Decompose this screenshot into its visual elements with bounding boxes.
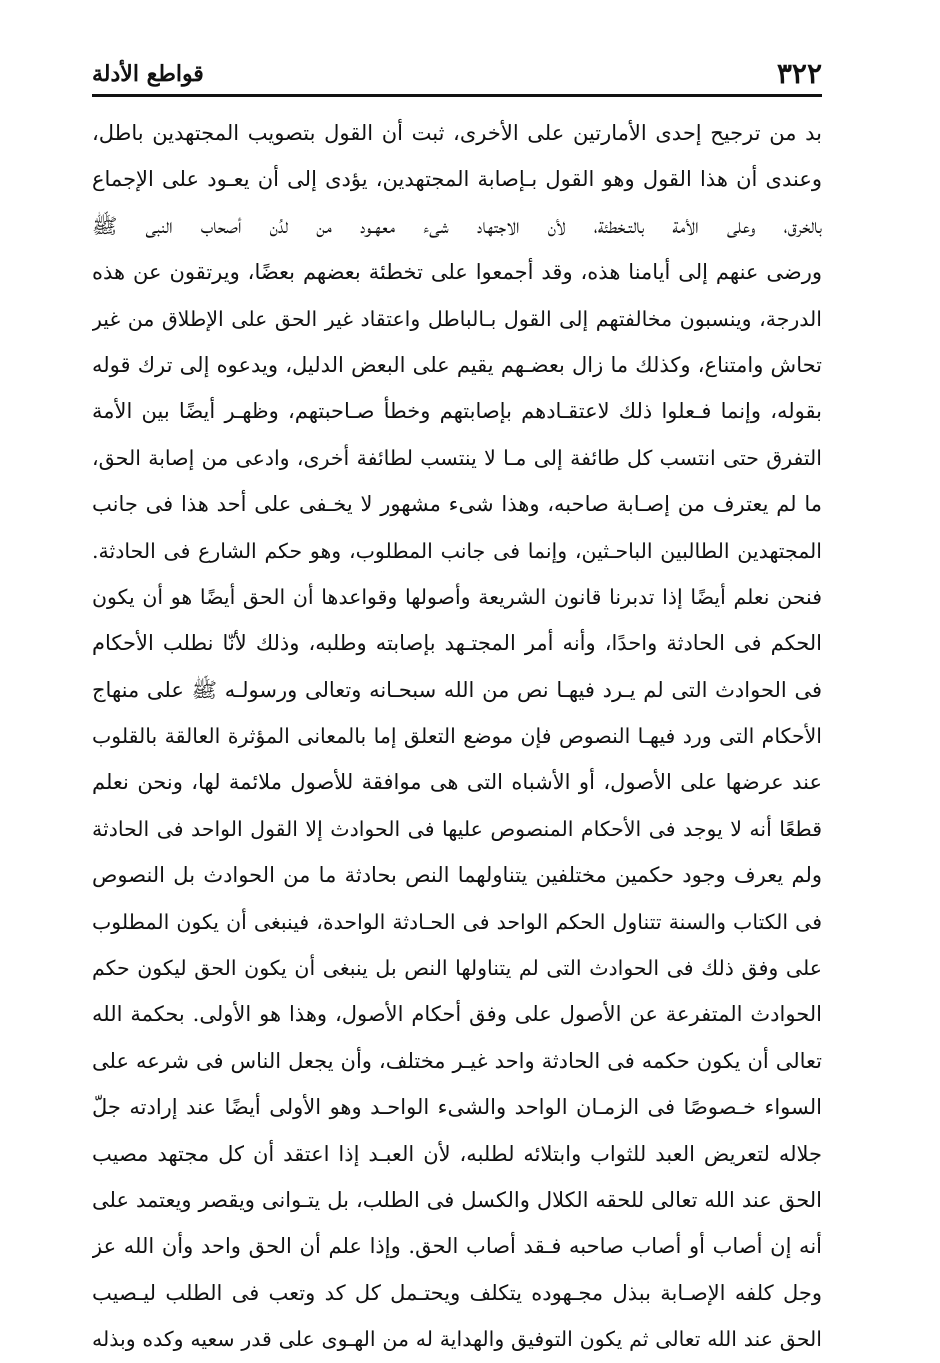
text-line: فى الحوادث التى لم يـرد فيهـا نص من الله سبحـانه وتعالى ورسولـه ﷺ على منهاج [92, 677, 822, 702]
text-line: الدرجة، وينسبون مخالفتهم إلى القول بـالباطل واعتقاد غير الحق على الإطلاق من غير [92, 306, 822, 331]
text-line: الحكم فى الحادثة واحدًا، وأنه أمر المجتـهد بإصابته وطلبه، وذلك لأنّا نطلب الأحكام [92, 631, 822, 656]
text-line: تعالى أن يكون حكمه فى الحادثة واحد غيـر مختلف، وأن يجعل الناس فى شرعه على [92, 1048, 822, 1073]
text-line: التفرق حتى انتسب كل طائفة إلى مـا لا ينتسب لطائفة أخرى، وادعى من إصابة الحق، [92, 445, 822, 470]
text-line: الأحكام التى ورد فيهـا النصوص فإن موضع التعلق إما بالمعانى المؤثرة العالقة بالقلوب [92, 724, 822, 749]
text-line: على وفق ذلك فى الحوادث التى لم يتناولها النص بل ينبغى أن يكون الحق ليكون حكم [92, 956, 822, 981]
running-title: قواطع الأدلة [92, 61, 204, 87]
text-line: السواء خـصوصًا فى الزمـان الواحد والشىء الواحـد وهو الأولى أيضًا عند إرادته جلّ [92, 1095, 822, 1120]
page-number: ٣٢٢ [776, 57, 822, 90]
text-line: المجتهدين الطالبين الباحـثين، وإنما فى جانب المطلوب، وهو حكم الشارع فى الحادثة. [92, 538, 822, 563]
text-line: ولم يعرف وجود حكمين مختلفين يتناولهما النص بحادثة ما من الحوادث بل النصوص [92, 863, 822, 888]
text-line: عند عرضها على الأصول، أو الأشباه التى هى موافقة للأصول ملائمة لها، ونحن نعلم [92, 770, 822, 795]
page-header [92, 52, 822, 97]
text-line: ورضى عنهم إلى أيامنا هذه، وقد أجمعوا على تخطئة بعضهم بعضًا، ويرتقون عن هذه [92, 260, 822, 285]
text-line: جلاله لتعريض العبد للثواب وابتلائه لطلبه، لأن العبـد إذا اعتقد أن كل مجتهد مصيب [92, 1141, 822, 1166]
text-line: تحاش وامتناع، وكذلك ما زال بعضـهم يقيم على البعض الدليل، ويدعوه إلى ترك قوله [92, 352, 822, 377]
text-line: أنه إن أصاب أو أصاب صاحبه فـقد أصاب الحق. وإذا علم أن الحق واحد وأن الله عز [92, 1234, 822, 1259]
text-line: بالخرق، وعلى الأمة بالتـخطئة، لأن الاجتهاد شىء معهـود من لدُن أصحاب النبى ﷺ [92, 213, 822, 238]
text-line: بد من ترجيح إحدى الأمارتين على الأخرى، ثبت أن القول بتصويب المجتهدين باطل، [92, 121, 822, 145]
text-line: وعندى أن هذا القول وهو القول بـإصابة المجتهدين، يؤدى إلى أن يعـود على الإجماع [92, 167, 822, 192]
text-line: قطعًا أنه لا يوجد فى الأحكام المنصوص عليها فى الحوادث إلا القول الواحد فى الحادثة [92, 816, 822, 841]
text-line: فى الكتاب والسنة تتناول الحكم الواحد فى الحـادثة الواحدة، فينبغى أن يكون المطلوب [92, 909, 822, 934]
text-line: الحق عند الله تعالى ثم يكون التوفيق والهداية له من الهـوى على قدر سعيه وكده وبذله [92, 1327, 822, 1352]
text-line: ما لم يعترف من إصـابة صاحبه، وهذا شىء مشهور لا يخـفى على أحد هذا فى جانب [92, 492, 822, 517]
text-line: الحوادث المتفرعة عن الأصول على وفق أحكام الأصول، وهذا هو الأولى. بحكمة الله [92, 1002, 822, 1027]
text-line: الحق عند الله تعالى للحقه الكلال والكسل فى الطلب، بل يتـوانى ويقصر ويعتمد على [92, 1187, 822, 1212]
text-line: فنحن نعلم أيضًا إذا تدبرنا قانون الشريعة وأصولها وقواعدها أن الحق أيضًا هو أن يكون [92, 584, 822, 609]
text-line: وجل كلفه الإصـابة ببذل مجـهوده يتكلف ويحتـمل كل كد وتعب فى الطلب ليـصيب [92, 1280, 822, 1305]
body-text [92, 110, 822, 1363]
text-line: بقوله، وإنما فـعلوا ذلك لاعتقـادهم بإصابتهم وخطأ صـاحبتهم، وظهـر أيضًا بين الأمة [92, 399, 822, 424]
